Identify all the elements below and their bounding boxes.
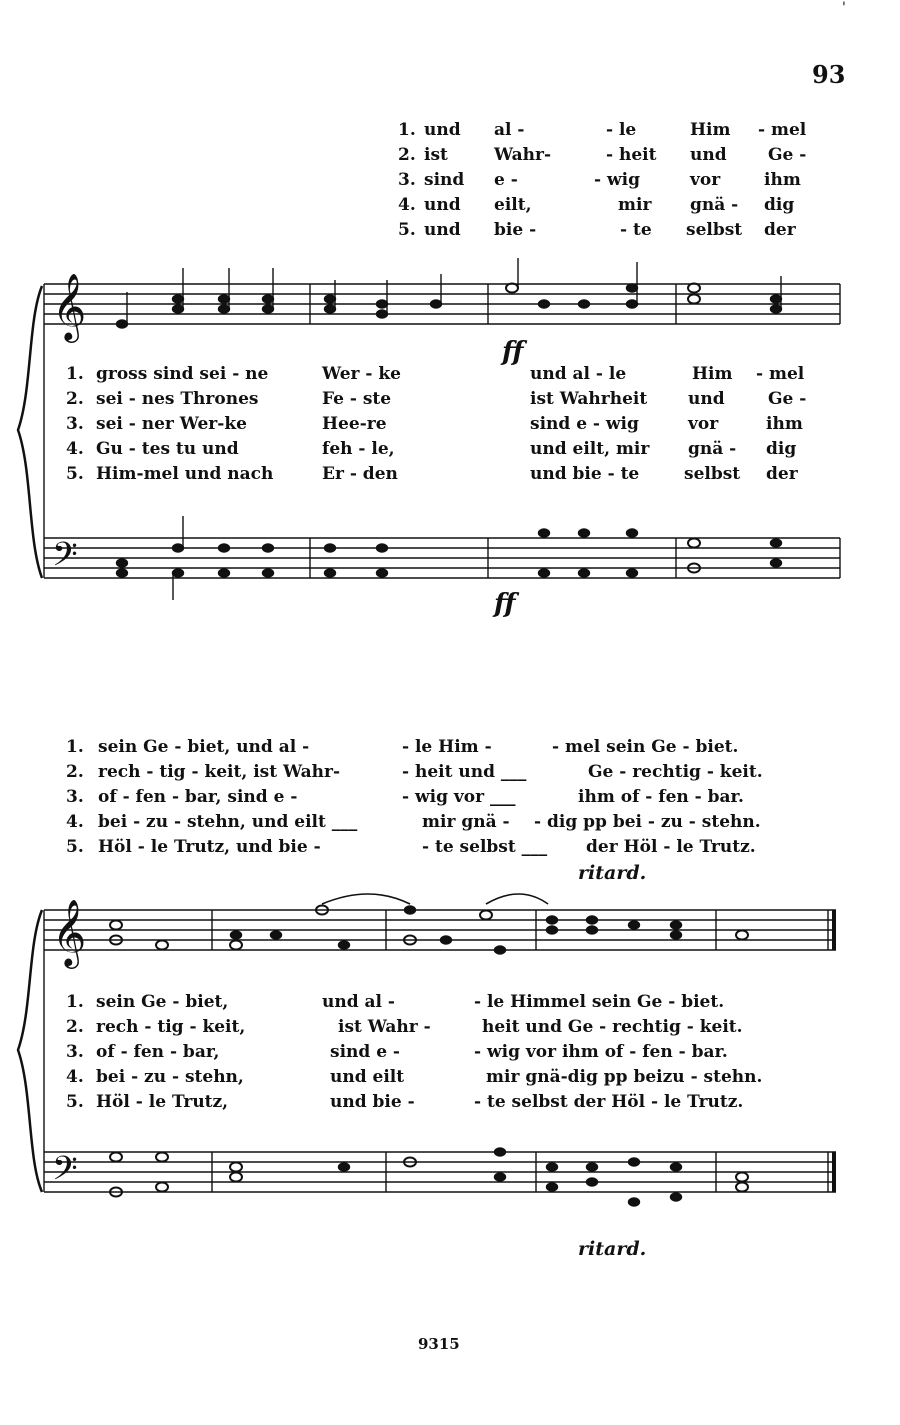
lyric: sein Ge - biet, und al - bbox=[98, 737, 310, 757]
lyric: ist Wahrheit bbox=[530, 389, 648, 409]
lyric: gnä - bbox=[688, 439, 737, 459]
lyric: gnä - bbox=[690, 195, 739, 215]
lyric: und bbox=[424, 120, 461, 140]
lyric: ist bbox=[424, 145, 448, 165]
lyric: Him bbox=[690, 120, 731, 140]
verse-number: 4. bbox=[66, 439, 84, 459]
lyric: sei - ner Wer-ke bbox=[96, 414, 247, 434]
lyric: dig bbox=[766, 439, 797, 459]
margin-tick: ' bbox=[842, 0, 846, 16]
lyric: Ge - bbox=[768, 145, 807, 165]
lyric: Gu - tes tu und bbox=[96, 439, 239, 459]
lyric: - wig vor ___ bbox=[402, 787, 516, 807]
lyric: - mel bbox=[756, 364, 805, 384]
lyric: der Höl - le Trutz. bbox=[586, 837, 756, 857]
lyric: Him bbox=[692, 364, 733, 384]
page-number: 93 bbox=[812, 60, 846, 89]
lyric: bie - bbox=[494, 220, 537, 240]
verse-number: 1. bbox=[66, 737, 84, 757]
lyric: Er - den bbox=[322, 464, 398, 484]
lyric: sei - nes Thrones bbox=[96, 389, 259, 409]
ritard-marking-lower: ritard. bbox=[578, 1238, 647, 1260]
lyric: vor bbox=[688, 414, 719, 434]
lyric: - mel bbox=[758, 120, 807, 140]
lyric: ihm of - fen - bar. bbox=[578, 787, 744, 807]
verse-number: 5. bbox=[66, 837, 84, 857]
lyric: al - bbox=[494, 120, 525, 140]
lyric: mir gnä - bbox=[422, 812, 510, 832]
lyric: - mel sein Ge - biet. bbox=[552, 737, 739, 757]
verse-number: 4. bbox=[66, 812, 84, 832]
svg-text:𝄢: 𝄢 bbox=[52, 1150, 78, 1196]
svg-text:𝄢: 𝄢 bbox=[52, 536, 78, 582]
lyric: Hee-re bbox=[322, 414, 387, 434]
lyric: und al - le bbox=[530, 364, 627, 384]
verse-number: 1. bbox=[66, 364, 84, 384]
lyric: Höl - le Trutz, bbox=[96, 1092, 229, 1112]
lyric: ist Wahr - bbox=[338, 1017, 431, 1037]
lyric: und bbox=[424, 220, 461, 240]
verse-number: 3. bbox=[398, 170, 416, 190]
lyric: der bbox=[766, 464, 798, 484]
verse-number: 4. bbox=[398, 195, 416, 215]
lyric: und eilt bbox=[330, 1067, 405, 1087]
lyric: bei - zu - stehn, und eilt ___ bbox=[98, 812, 358, 832]
lyric: vor bbox=[690, 170, 721, 190]
lyric: Wahr- bbox=[494, 145, 552, 165]
verse-number: 5. bbox=[398, 220, 416, 240]
verse-number: 2. bbox=[398, 145, 416, 165]
lyric: und bbox=[424, 195, 461, 215]
lyric: gross sind sei - ne bbox=[96, 364, 269, 384]
lyric: Ge - bbox=[768, 389, 807, 409]
lyric: - heit bbox=[606, 145, 657, 165]
lyric: - te selbst ___ bbox=[422, 837, 548, 857]
verse-number: 4. bbox=[66, 1067, 84, 1087]
lyric: - le bbox=[606, 120, 637, 140]
lyric: heit und Ge - rechtig - keit. bbox=[482, 1017, 743, 1037]
lyric: e - bbox=[494, 170, 518, 190]
lyric: bei - zu - stehn, bbox=[96, 1067, 244, 1087]
lyric: ihm bbox=[764, 170, 801, 190]
lyric: und al - bbox=[322, 992, 395, 1012]
lyric: sind e - wig bbox=[530, 414, 639, 434]
verse-number: 3. bbox=[66, 414, 84, 434]
verse-number: 2. bbox=[66, 389, 84, 409]
verse-number: 1. bbox=[66, 992, 84, 1012]
svg-text:𝄞: 𝄞 bbox=[52, 898, 87, 966]
lyric: ihm bbox=[766, 414, 803, 434]
verse-number: 3. bbox=[66, 1042, 84, 1062]
lyric: sind bbox=[424, 170, 465, 190]
verse-number: 1. bbox=[398, 120, 416, 140]
lyric: of - fen - bar, sind e - bbox=[98, 787, 298, 807]
lyric: und bbox=[690, 145, 727, 165]
lyric: und eilt, mir bbox=[530, 439, 650, 459]
lyric: - le Himmel sein Ge - biet. bbox=[474, 992, 725, 1012]
lyric: - wig bbox=[594, 170, 640, 190]
lyric: - le Him - bbox=[402, 737, 492, 757]
ff-dynamic-upper: ff bbox=[502, 337, 524, 367]
lyric: mir gnä-dig pp beizu - stehn. bbox=[486, 1067, 763, 1087]
lyric: selbst bbox=[686, 220, 743, 240]
lyric: rech - tig - keit, ist Wahr- bbox=[98, 762, 341, 782]
ritard-marking-upper: ritard. bbox=[578, 862, 647, 884]
lyric: eilt, bbox=[494, 195, 532, 215]
svg-text:𝄞: 𝄞 bbox=[52, 272, 87, 340]
lyric: der bbox=[764, 220, 796, 240]
lyric: Höl - le Trutz, und bie - bbox=[98, 837, 321, 857]
lyric: mir bbox=[618, 195, 652, 215]
verse-number: 2. bbox=[66, 1017, 84, 1037]
lyric: - wig vor ihm of - fen - bar. bbox=[474, 1042, 728, 1062]
ff-dynamic-lower: ff bbox=[494, 589, 516, 619]
lyric: Ge - rechtig - keit. bbox=[588, 762, 763, 782]
verse-number: 5. bbox=[66, 1092, 84, 1112]
verse-number: 5. bbox=[66, 464, 84, 484]
lyric: sein Ge - biet, bbox=[96, 992, 229, 1012]
lyric: und bie - te bbox=[530, 464, 640, 484]
lyric: - te bbox=[620, 220, 652, 240]
lyric: dig bbox=[764, 195, 795, 215]
plate-number: 9315 bbox=[418, 1335, 460, 1353]
lyric: und bbox=[688, 389, 725, 409]
lyric: - heit und ___ bbox=[402, 762, 527, 782]
lyric: Fe - ste bbox=[322, 389, 392, 409]
verse-number: 3. bbox=[66, 787, 84, 807]
lyric: rech - tig - keit, bbox=[96, 1017, 246, 1037]
verse-number: 2. bbox=[66, 762, 84, 782]
lyric: feh - le, bbox=[322, 439, 395, 459]
lyric: Him-mel und nach bbox=[96, 464, 274, 484]
lyric: of - fen - bar, bbox=[96, 1042, 220, 1062]
lyric: - te selbst der Höl - le Trutz. bbox=[474, 1092, 744, 1112]
lyric: und bie - bbox=[330, 1092, 415, 1112]
lyric: - dig pp bei - zu - stehn. bbox=[534, 812, 761, 832]
lyric: Wer - ke bbox=[322, 364, 401, 384]
lyric: selbst bbox=[684, 464, 741, 484]
lyric: sind e - bbox=[330, 1042, 400, 1062]
